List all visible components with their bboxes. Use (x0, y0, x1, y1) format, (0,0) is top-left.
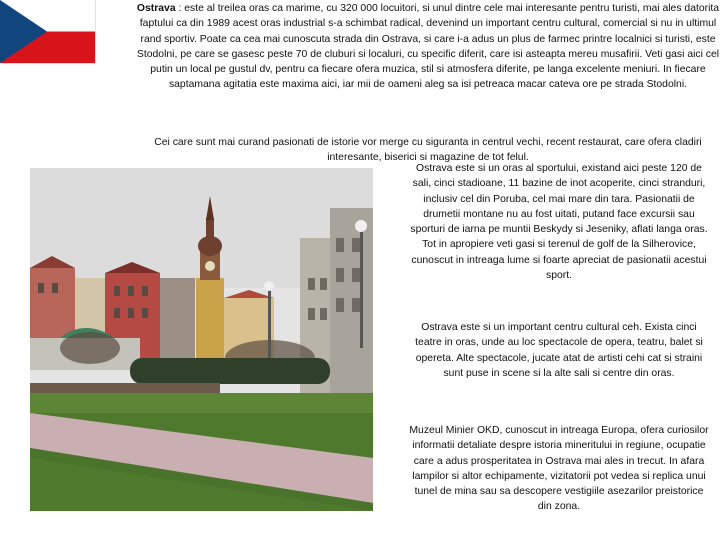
intro-text: : este al treilea oras ca marime, cu 320 000 locuitori, si unul dintre cele mai interesante pentru turisti, mai ales datorita faptului ca din 1989 acest oras industrial s-a schimbat radical, devenind un important centru cultural, comercial si nu in ultimul rand sportiv. Poate ca cea mai cunoscuta strada din Ostrava, si care i-a adus un plus de farmec printre localnici si turisti, este Stodolni, pe care se gasesc peste 70 de cluburi si localuri, cu specific diferit, care isi asteapta mereu musafirii. Veti gasi aici cel putin un local pe gustul dv, pentru ca fiecare ofera muzica, stil si atmosfera diferite, pe langa excelente meniuri. In fiecare saptamana agitatia este maxima aici, iar mii de oameni aleg sa isi petreaca macar cateva ore pe strada Stodolni. (136, 3, 720, 91)
museum-paragraph: Muzeul Minier OKD, cunoscut in intreaga Europa, ofera curiosilor informatii detaliate despre istoria mineritului in regiune, ocupatie care a adus prosperitatea in Ostrava mai ales in trecut. In afara lampilor si altor echipamente, vizitatorii pot vedea si replica unui tunel de mina sau sa descopere vestigiile asezarilor preistorice din zona. (409, 425, 709, 513)
city-name: Ostrava (136, 3, 176, 14)
city-square-photo (30, 168, 373, 511)
sport-paragraph: Ostrava este si un oras al sportului, existand aici peste 120 de sali, cinci stadioane, 11 bazine de inot acoperite, cinci stranduri, inclusiv cel din Poruba, cel mai mare din tara. Pasionatii de drumetii montane nu au fost uitati, putand face excursii sau sporturi de iarna pe muntii Beskydy si Jeseniky, aflati langa oras. Tot in apropiere veti gasi si terenul de golf de la Silherovice, cunoscut in intreaga lume si foarte apreciat de pasionatii acestui sport. (410, 163, 708, 282)
city-square-illustration (30, 168, 373, 511)
intro-paragraph (128, 1, 728, 93)
culture-paragraph: Ostrava este si un important centru cultural ceh. Exista cinci teatre in oras, unde au loc spectacole de opera, teatru, balet si opereta. Alte spectacole, jucate atat de artisti cehi cat si straini sunt puse in scene si la alte sali si centre din oras. (415, 322, 703, 379)
history-paragraph: Cei care sunt mai curand pasionati de istorie vor merge cu siguranta in centrul vechi, recent restaurat, care ofera cladiri interesante, biserici si magazine de tot felul. (154, 137, 702, 164)
czech-flag-graphic (0, 0, 95, 63)
czech-flag-image (0, 0, 95, 63)
